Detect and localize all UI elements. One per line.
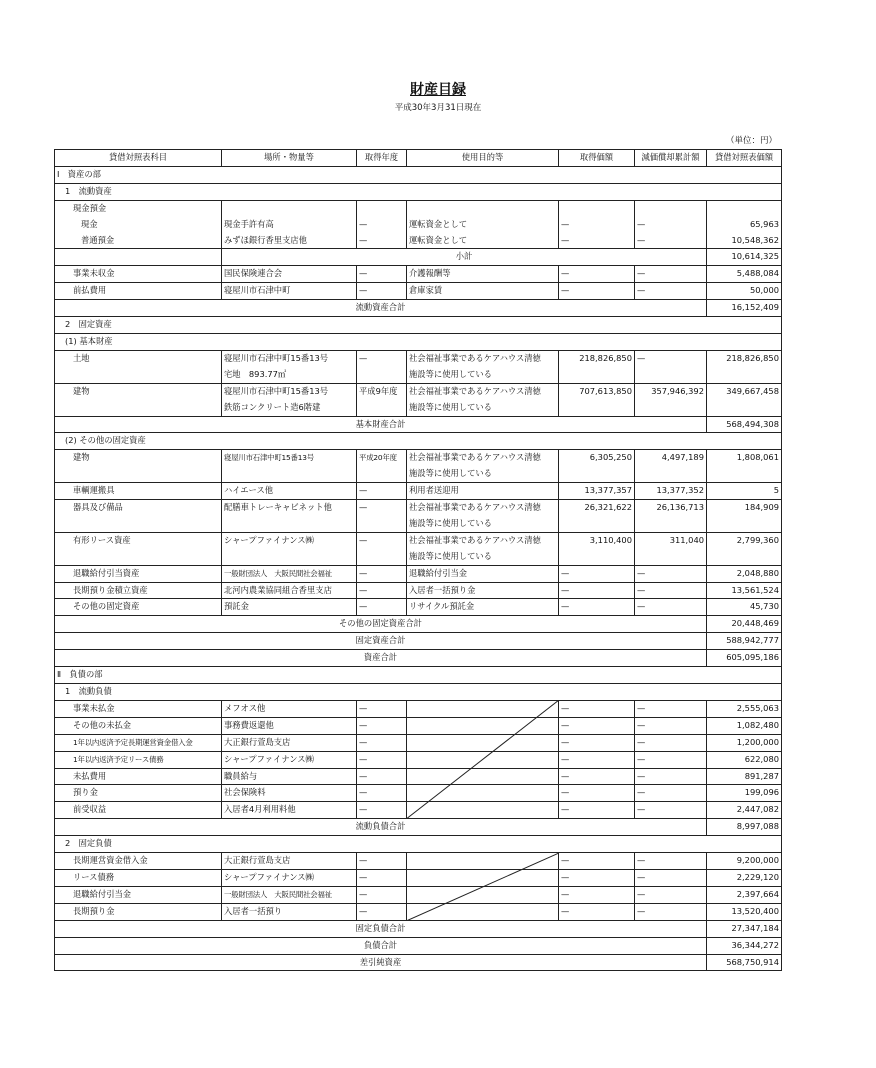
empty-cell xyxy=(55,249,222,266)
empty-cell xyxy=(559,516,635,532)
section-heading: 1 流動資産 xyxy=(55,183,782,200)
total-value: 568,494,308 xyxy=(707,416,782,433)
purpose-detail: 施設等に使用している xyxy=(407,516,559,532)
table-row xyxy=(55,599,782,616)
account-name: 1年以内返済予定長期運営資金借入金 xyxy=(55,734,222,751)
book-value: 1,808,061 xyxy=(707,450,782,466)
accumulated-depreciation: — xyxy=(635,903,707,920)
accumulated-depreciation: — xyxy=(635,565,707,582)
purpose-detail: 施設等に使用している xyxy=(407,400,559,416)
table-row xyxy=(55,233,782,249)
acquisition-cost: — xyxy=(559,751,635,768)
table-row xyxy=(55,768,782,785)
empty-cell xyxy=(55,400,222,416)
book-value: 2,048,880 xyxy=(707,565,782,582)
acquisition-year: — xyxy=(357,869,407,886)
accumulated-depreciation: — xyxy=(635,751,707,768)
empty-cell xyxy=(357,400,407,416)
acquisition-cost: — xyxy=(559,717,635,734)
unit-label: （単位：円） xyxy=(726,136,778,146)
purpose: 運転資金として xyxy=(407,233,559,249)
place-quantity: シャープファイナンス㈱ xyxy=(222,532,357,548)
account-name: 前払費用 xyxy=(55,283,222,300)
purpose: 社会福祉事業であるケアハウス清徳 xyxy=(407,383,559,399)
accumulated-depreciation: — xyxy=(635,869,707,886)
book-value: 1,082,480 xyxy=(707,717,782,734)
place-quantity: シャープファイナンス㈱ xyxy=(222,751,357,768)
accumulated-depreciation: — xyxy=(635,266,707,283)
acquisition-year: 平成20年度 xyxy=(357,450,407,466)
place-quantity: 北河内農業協同組合香里支店 xyxy=(222,582,357,599)
total-label: 流動資産合計 xyxy=(55,300,707,317)
section-heading-row xyxy=(55,667,782,684)
acquisition-year: — xyxy=(357,532,407,548)
empty-cell xyxy=(707,400,782,416)
total-value: 36,344,272 xyxy=(707,937,782,954)
accumulated-depreciation: — xyxy=(635,217,707,233)
section-heading-row xyxy=(55,317,782,334)
acquisition-cost: — xyxy=(559,700,635,717)
place-quantity: 寝屋川市石津中町 xyxy=(222,283,357,300)
book-value: 1,200,000 xyxy=(707,734,782,751)
acquisition-cost: 26,321,622 xyxy=(559,500,635,516)
column-header: 貸借対照表科目 xyxy=(55,150,222,167)
book-value: 13,520,400 xyxy=(707,903,782,920)
acquisition-year: — xyxy=(357,734,407,751)
empty-cell xyxy=(55,466,222,482)
section-heading-row xyxy=(55,183,782,200)
acquisition-year: — xyxy=(357,483,407,500)
acquisition-cost: — xyxy=(559,565,635,582)
acquisition-year: — xyxy=(357,886,407,903)
acquisition-cost: — xyxy=(559,599,635,616)
table-row-continued xyxy=(55,549,782,565)
place-quantity: 預託金 xyxy=(222,599,357,616)
empty-cell xyxy=(707,549,782,565)
empty-cell xyxy=(55,549,222,565)
book-value: 9,200,000 xyxy=(707,853,782,870)
accumulated-depreciation: — xyxy=(635,886,707,903)
book-value: 2,397,664 xyxy=(707,886,782,903)
acquisition-year: — xyxy=(357,233,407,249)
acquisition-year: — xyxy=(357,283,407,300)
account-name: 未払費用 xyxy=(55,768,222,785)
empty-cell xyxy=(55,367,222,383)
empty-cell xyxy=(559,400,635,416)
place-quantity: シャープファイナンス㈱ xyxy=(222,869,357,886)
table-row xyxy=(55,266,782,283)
section-heading: Ⅱ 負債の部 xyxy=(55,667,782,684)
place-quantity: 寝屋川市石津中町15番13号 xyxy=(222,450,357,466)
account-name: 器具及び備品 xyxy=(55,500,222,516)
acquisition-cost: 13,377,357 xyxy=(559,483,635,500)
document-title: 財産目録 xyxy=(410,82,466,98)
empty-cell xyxy=(559,200,635,216)
table-row xyxy=(55,869,782,886)
place-quantity: 事務費返還他 xyxy=(222,717,357,734)
purpose xyxy=(407,903,559,920)
column-header: 取得価額 xyxy=(559,150,635,167)
accumulated-depreciation: — xyxy=(635,734,707,751)
place-quantity: 現金手許有高 xyxy=(222,217,357,233)
acquisition-year: — xyxy=(357,565,407,582)
section-heading-row xyxy=(55,333,782,350)
table-row xyxy=(55,734,782,751)
table-row xyxy=(55,903,782,920)
acquisition-year: 平成9年度 xyxy=(357,383,407,399)
account-name: 建物 xyxy=(55,450,222,466)
empty-cell xyxy=(55,516,222,532)
acquisition-year: — xyxy=(357,700,407,717)
total-row xyxy=(55,650,782,667)
account-name: その他の固定資産 xyxy=(55,599,222,616)
empty-cell xyxy=(357,466,407,482)
empty-cell xyxy=(635,400,707,416)
account-name: 預り金 xyxy=(55,785,222,802)
table-row xyxy=(55,700,782,717)
book-value: 2,447,082 xyxy=(707,802,782,819)
table-row xyxy=(55,802,782,819)
total-label: 固定負債合計 xyxy=(55,920,707,937)
empty-cell xyxy=(635,466,707,482)
total-label: その他の固定資産合計 xyxy=(55,616,707,633)
accumulated-depreciation: — xyxy=(635,350,707,366)
purpose: 退職給付引当金 xyxy=(407,565,559,582)
column-header: 取得年度 xyxy=(357,150,407,167)
place-quantity: 一般財団法人 大阪民間社会福祉 xyxy=(222,886,357,903)
empty-cell xyxy=(635,367,707,383)
empty-cell xyxy=(707,466,782,482)
purpose xyxy=(407,700,559,717)
empty-cell xyxy=(357,516,407,532)
purpose xyxy=(407,853,559,870)
acquisition-cost: — xyxy=(559,217,635,233)
group-heading-row xyxy=(55,200,782,216)
section-heading: 2 固定負債 xyxy=(55,836,782,853)
table-row xyxy=(55,532,782,548)
purpose: 介護報酬等 xyxy=(407,266,559,283)
table-row xyxy=(55,751,782,768)
total-row xyxy=(55,616,782,633)
section-heading: (1) 基本財産 xyxy=(55,333,782,350)
empty-cell xyxy=(357,549,407,565)
total-row xyxy=(55,920,782,937)
accumulated-depreciation: — xyxy=(635,785,707,802)
empty-cell xyxy=(357,200,407,216)
accumulated-depreciation: — xyxy=(635,717,707,734)
total-value: 605,095,186 xyxy=(707,650,782,667)
book-value: 349,667,458 xyxy=(707,383,782,399)
book-value: 184,909 xyxy=(707,500,782,516)
acquisition-year: — xyxy=(357,582,407,599)
accumulated-depreciation: — xyxy=(635,853,707,870)
book-value: 50,000 xyxy=(707,283,782,300)
property-inventory-table xyxy=(54,149,782,971)
purpose-detail: 施設等に使用している xyxy=(407,466,559,482)
purpose xyxy=(407,785,559,802)
section-heading: Ⅰ 資産の部 xyxy=(55,166,782,183)
purpose: 倉庫家賃 xyxy=(407,283,559,300)
place-quantity: 入居者4月利用料他 xyxy=(222,802,357,819)
book-value: 622,080 xyxy=(707,751,782,768)
total-row xyxy=(55,937,782,954)
book-value: 199,096 xyxy=(707,785,782,802)
accumulated-depreciation: 13,377,352 xyxy=(635,483,707,500)
acquisition-cost: — xyxy=(559,785,635,802)
total-row xyxy=(55,416,782,433)
place-quantity: 寝屋川市石津中町15番13号 xyxy=(222,350,357,366)
place-quantity: ハイエース他 xyxy=(222,483,357,500)
acquisition-year: — xyxy=(357,768,407,785)
total-row xyxy=(55,954,782,971)
total-label: 負債合計 xyxy=(55,937,707,954)
purpose xyxy=(407,886,559,903)
section-heading: 2 固定資産 xyxy=(55,317,782,334)
place-quantity: 社会保険料 xyxy=(222,785,357,802)
account-name: 現金 xyxy=(55,217,222,233)
purpose xyxy=(407,751,559,768)
total-value: 8,997,088 xyxy=(707,819,782,836)
purpose xyxy=(407,717,559,734)
purpose: 利用者送迎用 xyxy=(407,483,559,500)
section-heading-row xyxy=(55,684,782,701)
empty-cell xyxy=(635,516,707,532)
place-quantity: 大正銀行萱島支店 xyxy=(222,734,357,751)
subtotal-label: 小計 xyxy=(222,249,707,266)
place-quantity: 職員給与 xyxy=(222,768,357,785)
acquisition-year: — xyxy=(357,717,407,734)
acquisition-cost: — xyxy=(559,802,635,819)
table-row-continued xyxy=(55,400,782,416)
book-value: 10,548,362 xyxy=(707,233,782,249)
acquisition-year: — xyxy=(357,802,407,819)
acquisition-cost: — xyxy=(559,886,635,903)
purpose xyxy=(407,869,559,886)
table-row xyxy=(55,717,782,734)
place-quantity-detail: 宅地 893.77㎡ xyxy=(222,367,357,383)
purpose xyxy=(407,734,559,751)
book-value: 2,555,063 xyxy=(707,700,782,717)
total-label: 固定資産合計 xyxy=(55,633,707,650)
column-header: 場所・物量等 xyxy=(222,150,357,167)
total-label: 基本財産合計 xyxy=(55,416,707,433)
empty-cell xyxy=(707,200,782,216)
purpose: 社会福祉事業であるケアハウス清徳 xyxy=(407,532,559,548)
book-value: 13,561,524 xyxy=(707,582,782,599)
empty-cell xyxy=(222,549,357,565)
account-name: 長期預り金積立資産 xyxy=(55,582,222,599)
acquisition-year: — xyxy=(357,853,407,870)
account-name: リース債務 xyxy=(55,869,222,886)
table-row xyxy=(55,500,782,516)
acquisition-cost: — xyxy=(559,853,635,870)
account-name: 事業未収金 xyxy=(55,266,222,283)
purpose xyxy=(407,802,559,819)
acquisition-year: — xyxy=(357,266,407,283)
accumulated-depreciation: — xyxy=(635,700,707,717)
total-row xyxy=(55,633,782,650)
total-value: 20,448,469 xyxy=(707,616,782,633)
acquisition-cost: — xyxy=(559,266,635,283)
section-heading: (2) その他の固定資産 xyxy=(55,433,782,450)
total-value: 27,347,184 xyxy=(707,920,782,937)
acquisition-cost: 3,110,400 xyxy=(559,532,635,548)
table-row xyxy=(55,483,782,500)
acquisition-cost: — xyxy=(559,283,635,300)
section-heading-row xyxy=(55,836,782,853)
place-quantity: メフオス他 xyxy=(222,700,357,717)
acquisition-cost: 707,613,850 xyxy=(559,383,635,399)
table-row xyxy=(55,853,782,870)
book-value: 2,229,120 xyxy=(707,869,782,886)
table-row xyxy=(55,785,782,802)
acquisition-year: — xyxy=(357,217,407,233)
purpose-detail: 施設等に使用している xyxy=(407,549,559,565)
acquisition-year: — xyxy=(357,785,407,802)
total-label: 資産合計 xyxy=(55,650,707,667)
book-value: 218,826,850 xyxy=(707,350,782,366)
total-value: 588,942,777 xyxy=(707,633,782,650)
place-quantity: 寝屋川市石津中町15番13号 xyxy=(222,383,357,399)
table-row-continued xyxy=(55,516,782,532)
accumulated-depreciation: 26,136,713 xyxy=(635,500,707,516)
table-row xyxy=(55,565,782,582)
acquisition-cost: — xyxy=(559,582,635,599)
purpose: 社会福祉事業であるケアハウス清徳 xyxy=(407,450,559,466)
accumulated-depreciation: — xyxy=(635,768,707,785)
column-header: 使用目的等 xyxy=(407,150,559,167)
account-name: 1年以内返済予定リース債務 xyxy=(55,751,222,768)
acquisition-cost: 218,826,850 xyxy=(559,350,635,366)
total-row xyxy=(55,819,782,836)
table-row-continued xyxy=(55,367,782,383)
acquisition-year: — xyxy=(357,599,407,616)
place-quantity: 国民保険連合会 xyxy=(222,266,357,283)
acquisition-cost: — xyxy=(559,903,635,920)
acquisition-cost: — xyxy=(559,734,635,751)
accumulated-depreciation: — xyxy=(635,233,707,249)
account-name: 普通預金 xyxy=(55,233,222,249)
place-quantity: 一般財団法人 大阪民間社会福祉 xyxy=(222,565,357,582)
purpose-detail: 施設等に使用している xyxy=(407,367,559,383)
group-heading: 現金預金 xyxy=(55,200,222,216)
book-value: 5 xyxy=(707,483,782,500)
book-value: 65,963 xyxy=(707,217,782,233)
subtotal-row xyxy=(55,249,782,266)
table-header-row xyxy=(55,150,782,167)
total-row xyxy=(55,300,782,317)
acquisition-year: — xyxy=(357,500,407,516)
place-quantity: 入居者一括預り xyxy=(222,903,357,920)
acquisition-cost: — xyxy=(559,869,635,886)
section-heading-row xyxy=(55,166,782,183)
account-name: 事業未払金 xyxy=(55,700,222,717)
table-row xyxy=(55,217,782,233)
document-date: 平成30年3月31日現在 xyxy=(394,103,482,113)
empty-cell xyxy=(559,549,635,565)
empty-cell xyxy=(635,200,707,216)
acquisition-year: — xyxy=(357,751,407,768)
column-header: 貸借対照表価額 xyxy=(707,150,782,167)
book-value: 45,730 xyxy=(707,599,782,616)
purpose: 運転資金として xyxy=(407,217,559,233)
account-name: 退職給付引当金 xyxy=(55,886,222,903)
place-quantity: 配膳車トレーキャビネット他 xyxy=(222,500,357,516)
empty-cell xyxy=(407,200,559,216)
place-quantity-detail: 鉄筋コンクリート造6階建 xyxy=(222,400,357,416)
acquisition-year: — xyxy=(357,350,407,366)
table-row-continued xyxy=(55,466,782,482)
purpose: 社会福祉事業であるケアハウス清徳 xyxy=(407,350,559,366)
purpose xyxy=(407,768,559,785)
empty-cell xyxy=(559,367,635,383)
empty-cell xyxy=(559,466,635,482)
table-row xyxy=(55,283,782,300)
total-value: 16,152,409 xyxy=(707,300,782,317)
empty-cell xyxy=(635,549,707,565)
table-row xyxy=(55,582,782,599)
place-quantity: 大正銀行萱島支店 xyxy=(222,853,357,870)
empty-cell xyxy=(222,466,357,482)
column-header: 減価償却累計額 xyxy=(635,150,707,167)
empty-cell xyxy=(222,200,357,216)
account-name: 土地 xyxy=(55,350,222,366)
account-name: その他の未払金 xyxy=(55,717,222,734)
table-row xyxy=(55,350,782,366)
account-name: 建物 xyxy=(55,383,222,399)
accumulated-depreciation: — xyxy=(635,802,707,819)
acquisition-cost: — xyxy=(559,233,635,249)
accumulated-depreciation: — xyxy=(635,599,707,616)
book-value: 891,287 xyxy=(707,768,782,785)
account-name: 長期運営資金借入金 xyxy=(55,853,222,870)
empty-cell xyxy=(357,367,407,383)
subtotal-value: 10,614,325 xyxy=(707,249,782,266)
account-name: 前受収益 xyxy=(55,802,222,819)
purpose: 社会福祉事業であるケアハウス清徳 xyxy=(407,500,559,516)
account-name: 車輌運搬具 xyxy=(55,483,222,500)
section-heading-row xyxy=(55,433,782,450)
purpose: リサイクル預託金 xyxy=(407,599,559,616)
book-value: 2,799,360 xyxy=(707,532,782,548)
purpose: 入居者一括預り金 xyxy=(407,582,559,599)
accumulated-depreciation: — xyxy=(635,582,707,599)
account-name: 長期預り金 xyxy=(55,903,222,920)
place-quantity: みずほ銀行香里支店他 xyxy=(222,233,357,249)
table-row xyxy=(55,450,782,466)
table-row xyxy=(55,886,782,903)
total-label: 差引純資産 xyxy=(55,954,707,971)
acquisition-year: — xyxy=(357,903,407,920)
accumulated-depreciation: 4,497,189 xyxy=(635,450,707,466)
accumulated-depreciation: — xyxy=(635,283,707,300)
account-name: 退職給付引当資産 xyxy=(55,565,222,582)
empty-cell xyxy=(222,516,357,532)
empty-cell xyxy=(707,516,782,532)
total-value: 568,750,914 xyxy=(707,954,782,971)
acquisition-cost: — xyxy=(559,768,635,785)
accumulated-depreciation: 311,040 xyxy=(635,532,707,548)
table-row xyxy=(55,383,782,399)
total-label: 流動負債合計 xyxy=(55,819,707,836)
book-value: 5,488,084 xyxy=(707,266,782,283)
account-name: 有形リース資産 xyxy=(55,532,222,548)
empty-cell xyxy=(707,367,782,383)
section-heading: 1 流動負債 xyxy=(55,684,782,701)
accumulated-depreciation: 357,946,392 xyxy=(635,383,707,399)
acquisition-cost: 6,305,250 xyxy=(559,450,635,466)
